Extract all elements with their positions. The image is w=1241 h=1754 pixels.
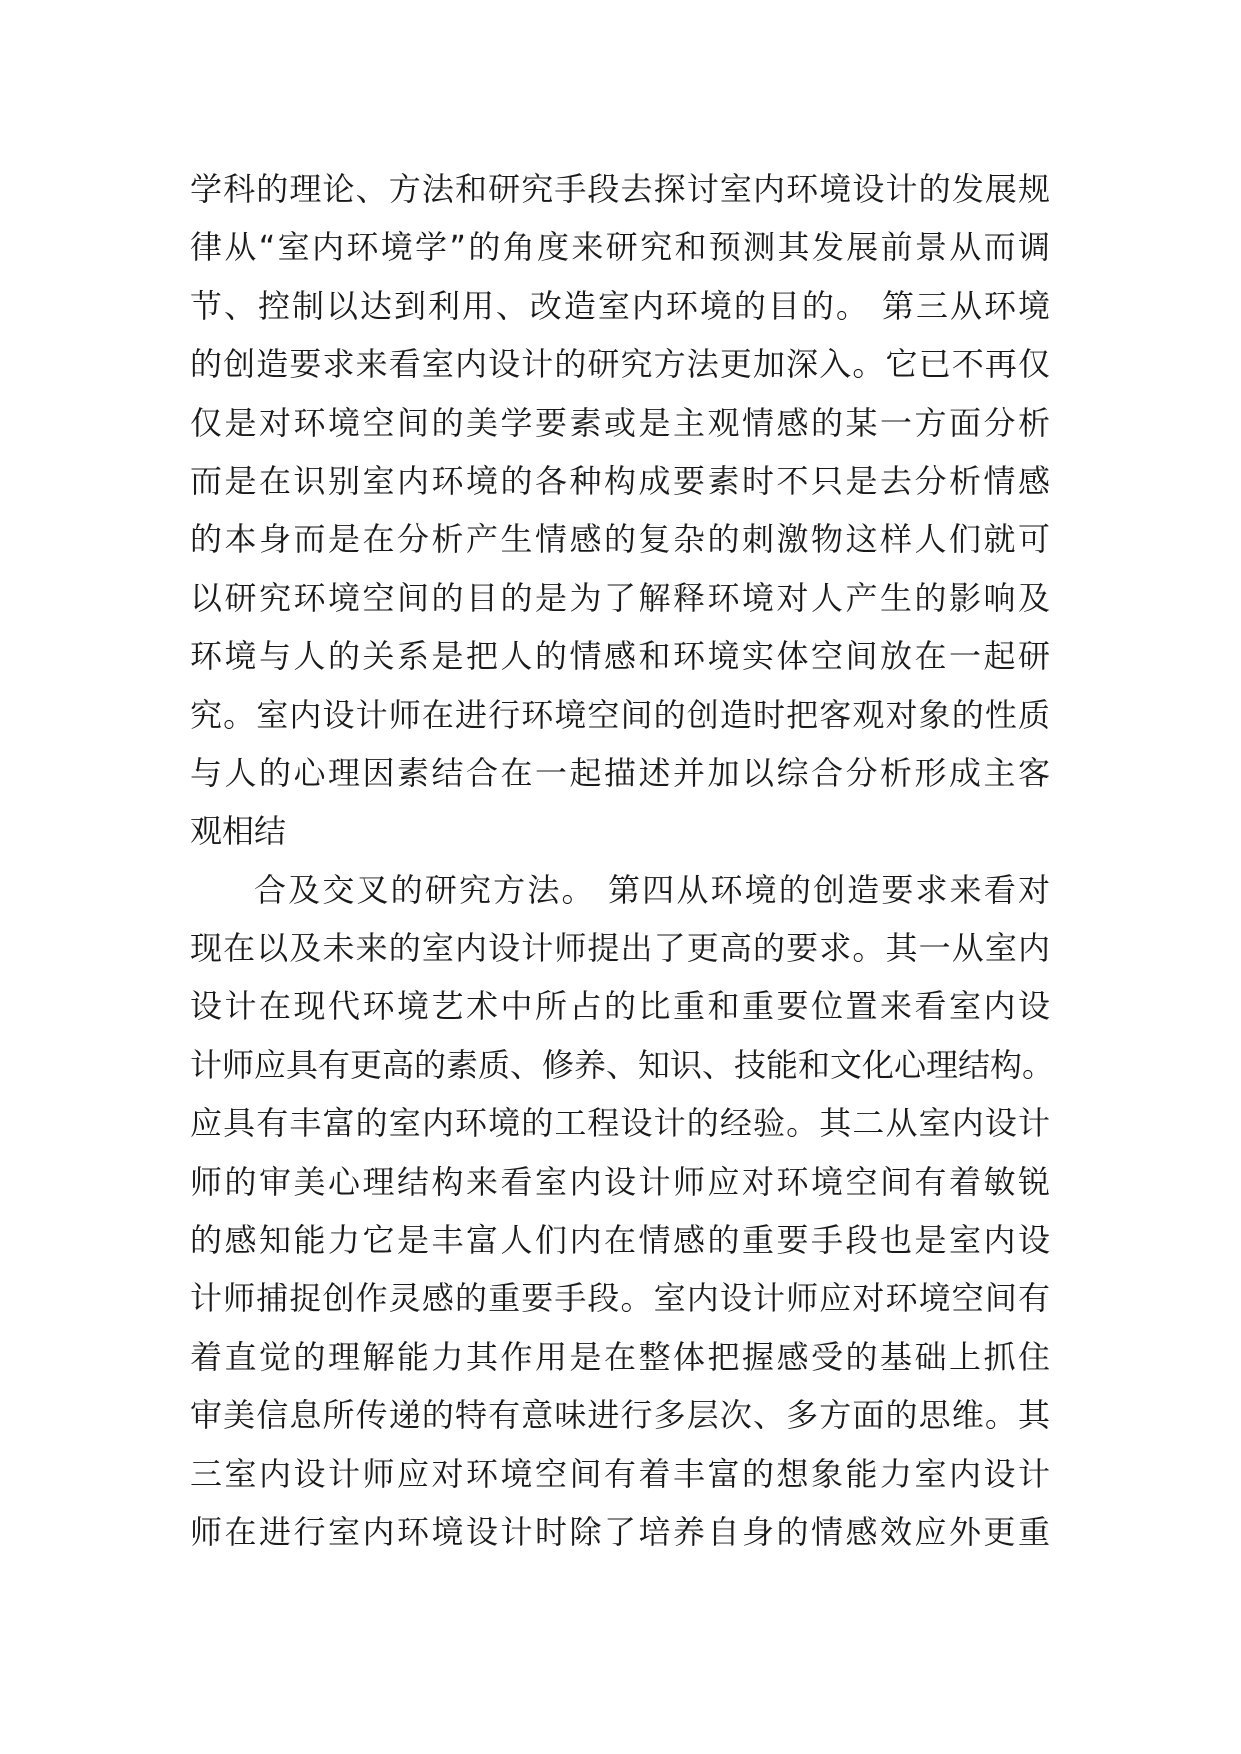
text-line: 律从“室内环境学”的角度来研究和预测其发展前景从而调 — [190, 228, 1050, 267]
text-line: 师在进行室内环境设计时除了培养自身的情感效应外更重 — [190, 1512, 1050, 1551]
text-line: 现在以及未来的室内设计师提出了更高的要求。其一从室内 — [190, 929, 1050, 968]
text-line: 师的审美心理结构来看室内设计师应对环境空间有着敏锐 — [190, 1162, 1050, 1201]
text-line: 究。室内设计师在进行环境空间的创造时把客观对象的性质 — [190, 695, 1050, 734]
text-line: 观相结 — [190, 812, 287, 851]
text-line: 以研究环境空间的目的是为了解释环境对人产生的影响及 — [190, 578, 1050, 617]
text-line: 环境与人的关系是把人的情感和环境实体空间放在一起研 — [190, 637, 1050, 676]
text-line: 三室内设计师应对环境空间有着丰富的想象能力室内设计 — [190, 1454, 1050, 1493]
text-line: 设计在现代环境艺术中所占的比重和重要位置来看室内设 — [190, 987, 1050, 1026]
text-line: 而是在识别室内环境的各种构成要素时不只是去分析情感 — [190, 461, 1050, 500]
text-line: 计师捕捉创作灵感的重要手段。室内设计师应对环境空间有 — [190, 1279, 1050, 1318]
text-line: 节、控制以达到利用、改造室内环境的目的。 第三从环境 — [190, 286, 1050, 325]
text-line: 仅是对环境空间的美学要素或是主观情感的某一方面分析 — [190, 403, 1050, 442]
text-line: 学科的理论、方法和研究手段去探讨室内环境设计的发展规 — [190, 170, 1050, 208]
text-line: 应具有丰富的室内环境的工程设计的经验。其二从室内设计 — [190, 1104, 1050, 1143]
text-line: 审美信息所传递的特有意味进行多层次、多方面的思维。其 — [190, 1396, 1050, 1435]
paragraph-start-line: 合及交叉的研究方法。 第四从环境的创造要求来看对 — [254, 870, 1050, 909]
text-line: 计师应具有更高的素质、修养、知识、技能和文化心理结构。 — [190, 1045, 1055, 1084]
text-line: 的感知能力它是丰富人们内在情感的重要手段也是室内设 — [190, 1221, 1050, 1260]
text-line: 着直觉的理解能力其作用是在整体把握感受的基础上抓住 — [190, 1337, 1050, 1376]
text-line: 的本身而是在分析产生情感的复杂的刺激物这样人们就可 — [190, 520, 1050, 559]
body-text — [190, 160, 1055, 1561]
text-line: 的创造要求来看室内设计的研究方法更加深入。它已不再仅 — [190, 345, 1050, 384]
text-line: 与人的心理因素结合在一起描述并加以综合分析形成主客 — [190, 753, 1050, 792]
